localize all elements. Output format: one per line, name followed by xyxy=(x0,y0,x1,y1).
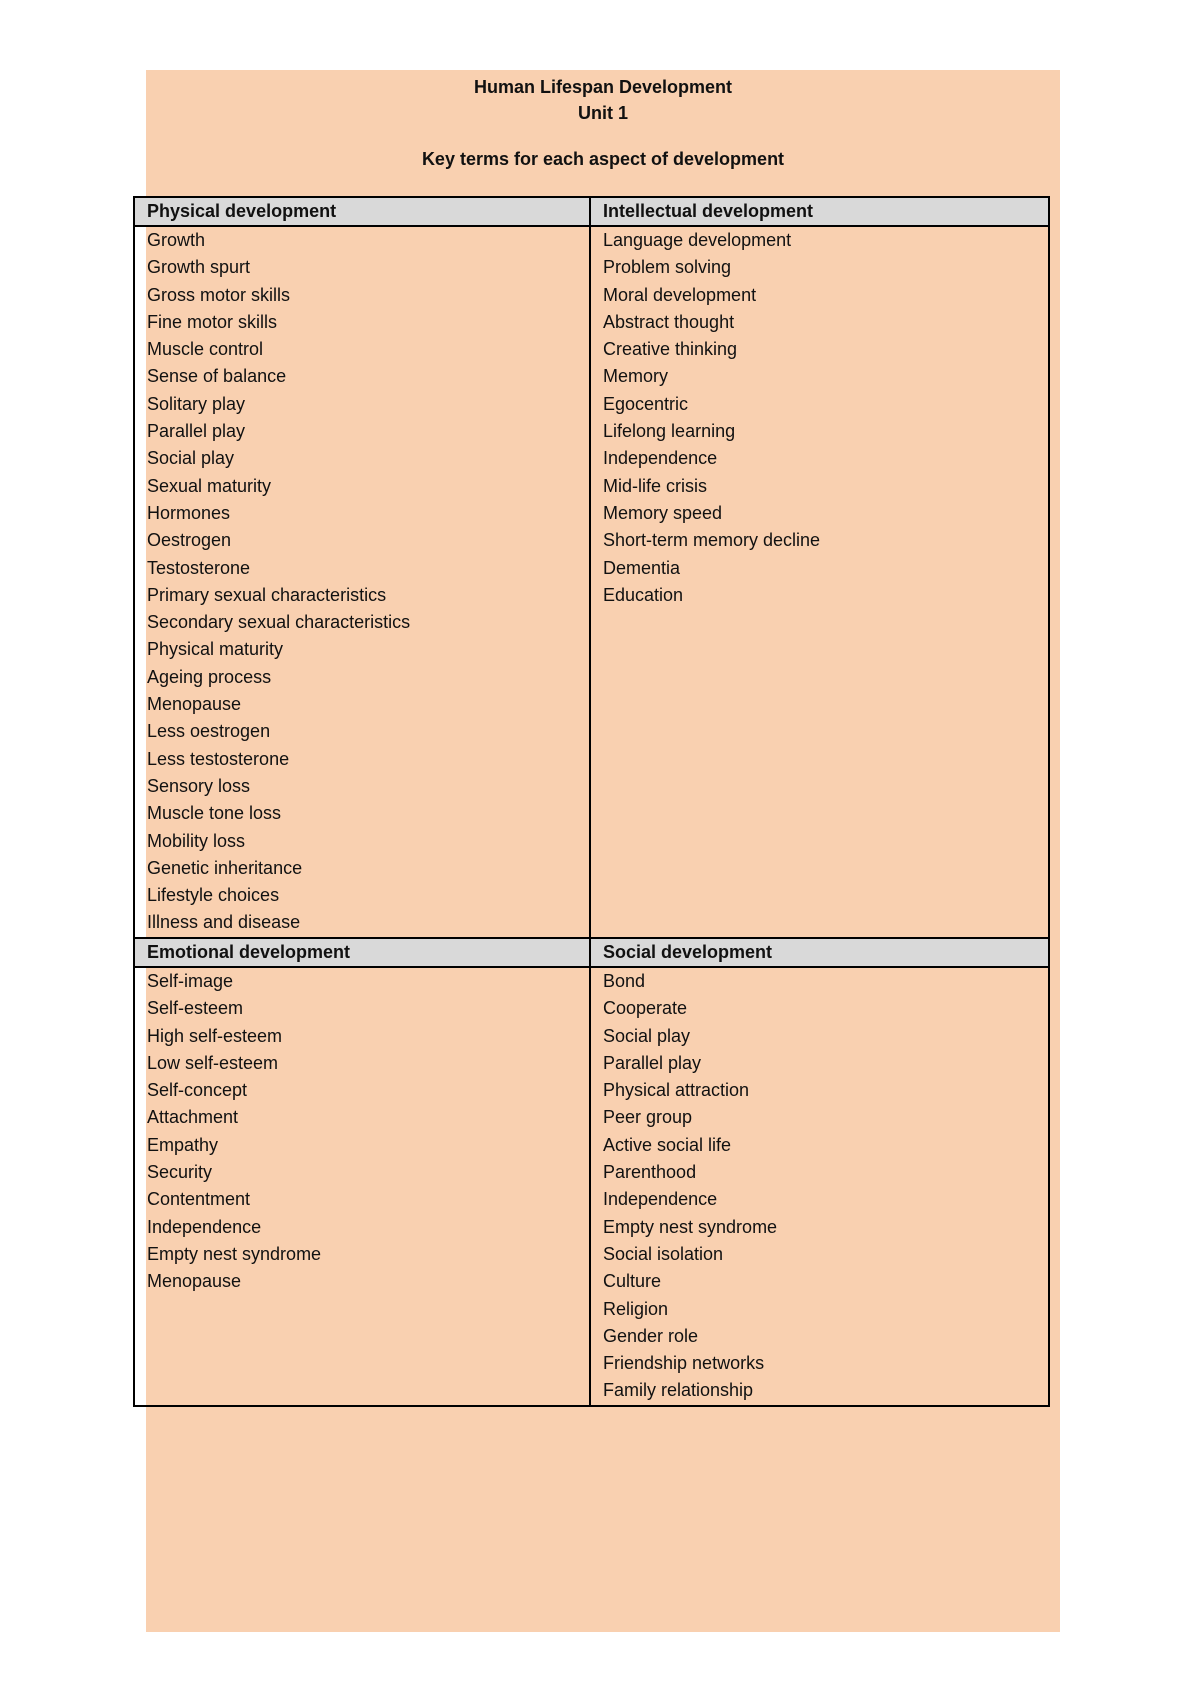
list-item: Dementia xyxy=(603,557,681,578)
list-item: Lifestyle choices xyxy=(147,885,280,906)
list-item: Parallel play xyxy=(147,421,246,442)
list-item: Physical maturity xyxy=(147,639,284,660)
document-title: Human Lifespan Development xyxy=(473,77,733,97)
list-item: Family relationship xyxy=(603,1380,754,1401)
list-item: Gender role xyxy=(603,1325,699,1346)
list-item: Independence xyxy=(603,1189,718,1210)
list-item: Solitary play xyxy=(147,393,246,414)
list-item: Illness and disease xyxy=(147,912,301,933)
list-item: Religion xyxy=(603,1298,669,1319)
physical-heading: Physical development xyxy=(134,197,590,226)
list-item: Abstract thought xyxy=(603,311,735,332)
list-item: Hormones xyxy=(147,502,231,523)
list-item: Less oestrogen xyxy=(147,721,271,742)
list-item: High self-esteem xyxy=(147,1025,283,1046)
list-item: Sexual maturity xyxy=(147,475,272,496)
physical-terms-list xyxy=(147,227,589,937)
list-item: Gross motor skills xyxy=(147,284,291,305)
emotional-terms-cell xyxy=(134,967,590,1406)
key-terms-table xyxy=(133,196,1050,1407)
list-item: Less testosterone xyxy=(147,748,290,769)
list-item: Social play xyxy=(147,448,235,469)
emotional-terms-list xyxy=(147,968,589,1296)
list-item: Social isolation xyxy=(603,1243,724,1264)
list-item: Testosterone xyxy=(147,557,251,578)
list-item: Attachment xyxy=(147,1107,239,1128)
list-item: Language development xyxy=(603,230,792,250)
list-item: Social play xyxy=(603,1025,691,1046)
list-item: Menopause xyxy=(147,1271,242,1292)
list-item: Peer group xyxy=(603,1107,693,1128)
social-terms-list xyxy=(603,968,1048,1405)
table-row xyxy=(134,226,1049,938)
list-item: Menopause xyxy=(147,694,242,715)
list-item: Egocentric xyxy=(603,393,689,414)
list-item: Active social life xyxy=(603,1134,732,1155)
list-item: Moral development xyxy=(603,284,757,305)
list-item: Education xyxy=(603,584,684,605)
list-item: Bond xyxy=(603,971,646,991)
document-header xyxy=(146,74,1060,172)
list-item: Self-esteem xyxy=(147,998,244,1019)
list-item: Empty nest syndrome xyxy=(147,1243,322,1264)
list-item: Independence xyxy=(603,448,718,469)
emotional-heading: Emotional development xyxy=(134,938,590,967)
list-item: Physical attraction xyxy=(603,1080,750,1101)
intellectual-terms-list xyxy=(603,227,1048,609)
list-item: Empty nest syndrome xyxy=(603,1216,778,1237)
list-item: Short-term memory decline xyxy=(603,530,821,551)
list-item: Secondary sexual characteristics xyxy=(147,612,411,633)
list-item: Low self-esteem xyxy=(147,1052,279,1073)
list-item: Primary sexual characteristics xyxy=(147,584,387,605)
list-item: Sense of balance xyxy=(147,366,287,387)
list-item: Self-concept xyxy=(147,1080,248,1101)
physical-terms-cell xyxy=(134,226,590,938)
table-row xyxy=(134,967,1049,1406)
intellectual-terms-cell xyxy=(590,226,1049,938)
list-item: Empathy xyxy=(147,1134,219,1155)
social-terms-cell xyxy=(590,967,1049,1406)
list-item: Security xyxy=(147,1162,213,1183)
list-item: Parenthood xyxy=(603,1162,697,1183)
list-item: Memory speed xyxy=(603,502,723,523)
list-item: Mobility loss xyxy=(147,830,246,851)
social-heading: Social development xyxy=(590,938,1049,967)
list-item: Sensory loss xyxy=(147,775,251,796)
list-item: Muscle tone loss xyxy=(147,803,282,824)
table-header-row xyxy=(134,938,1049,967)
list-item: Growth xyxy=(147,230,206,250)
list-item: Oestrogen xyxy=(147,530,232,551)
unit-label: Unit 1 xyxy=(577,103,628,123)
list-item: Independence xyxy=(147,1216,262,1237)
list-item: Contentment xyxy=(147,1189,251,1210)
list-item: Creative thinking xyxy=(603,339,738,360)
document-subtitle: Key terms for each aspect of development xyxy=(421,149,785,169)
list-item: Muscle control xyxy=(147,339,264,360)
list-item: Friendship networks xyxy=(603,1353,765,1374)
list-item: Culture xyxy=(603,1271,662,1292)
list-item: Fine motor skills xyxy=(147,311,278,332)
list-item: Problem solving xyxy=(603,257,732,278)
list-item: Cooperate xyxy=(603,998,688,1019)
list-item: Parallel play xyxy=(603,1052,702,1073)
list-item: Lifelong learning xyxy=(603,421,736,442)
list-item: Mid-life crisis xyxy=(603,475,708,496)
list-item: Memory xyxy=(603,366,669,387)
list-item: Growth spurt xyxy=(147,257,251,278)
list-item: Ageing process xyxy=(147,666,272,687)
intellectual-heading: Intellectual development xyxy=(590,197,1049,226)
list-item: Self-image xyxy=(147,971,234,991)
list-item: Genetic inheritance xyxy=(147,857,303,878)
table-header-row xyxy=(134,197,1049,226)
